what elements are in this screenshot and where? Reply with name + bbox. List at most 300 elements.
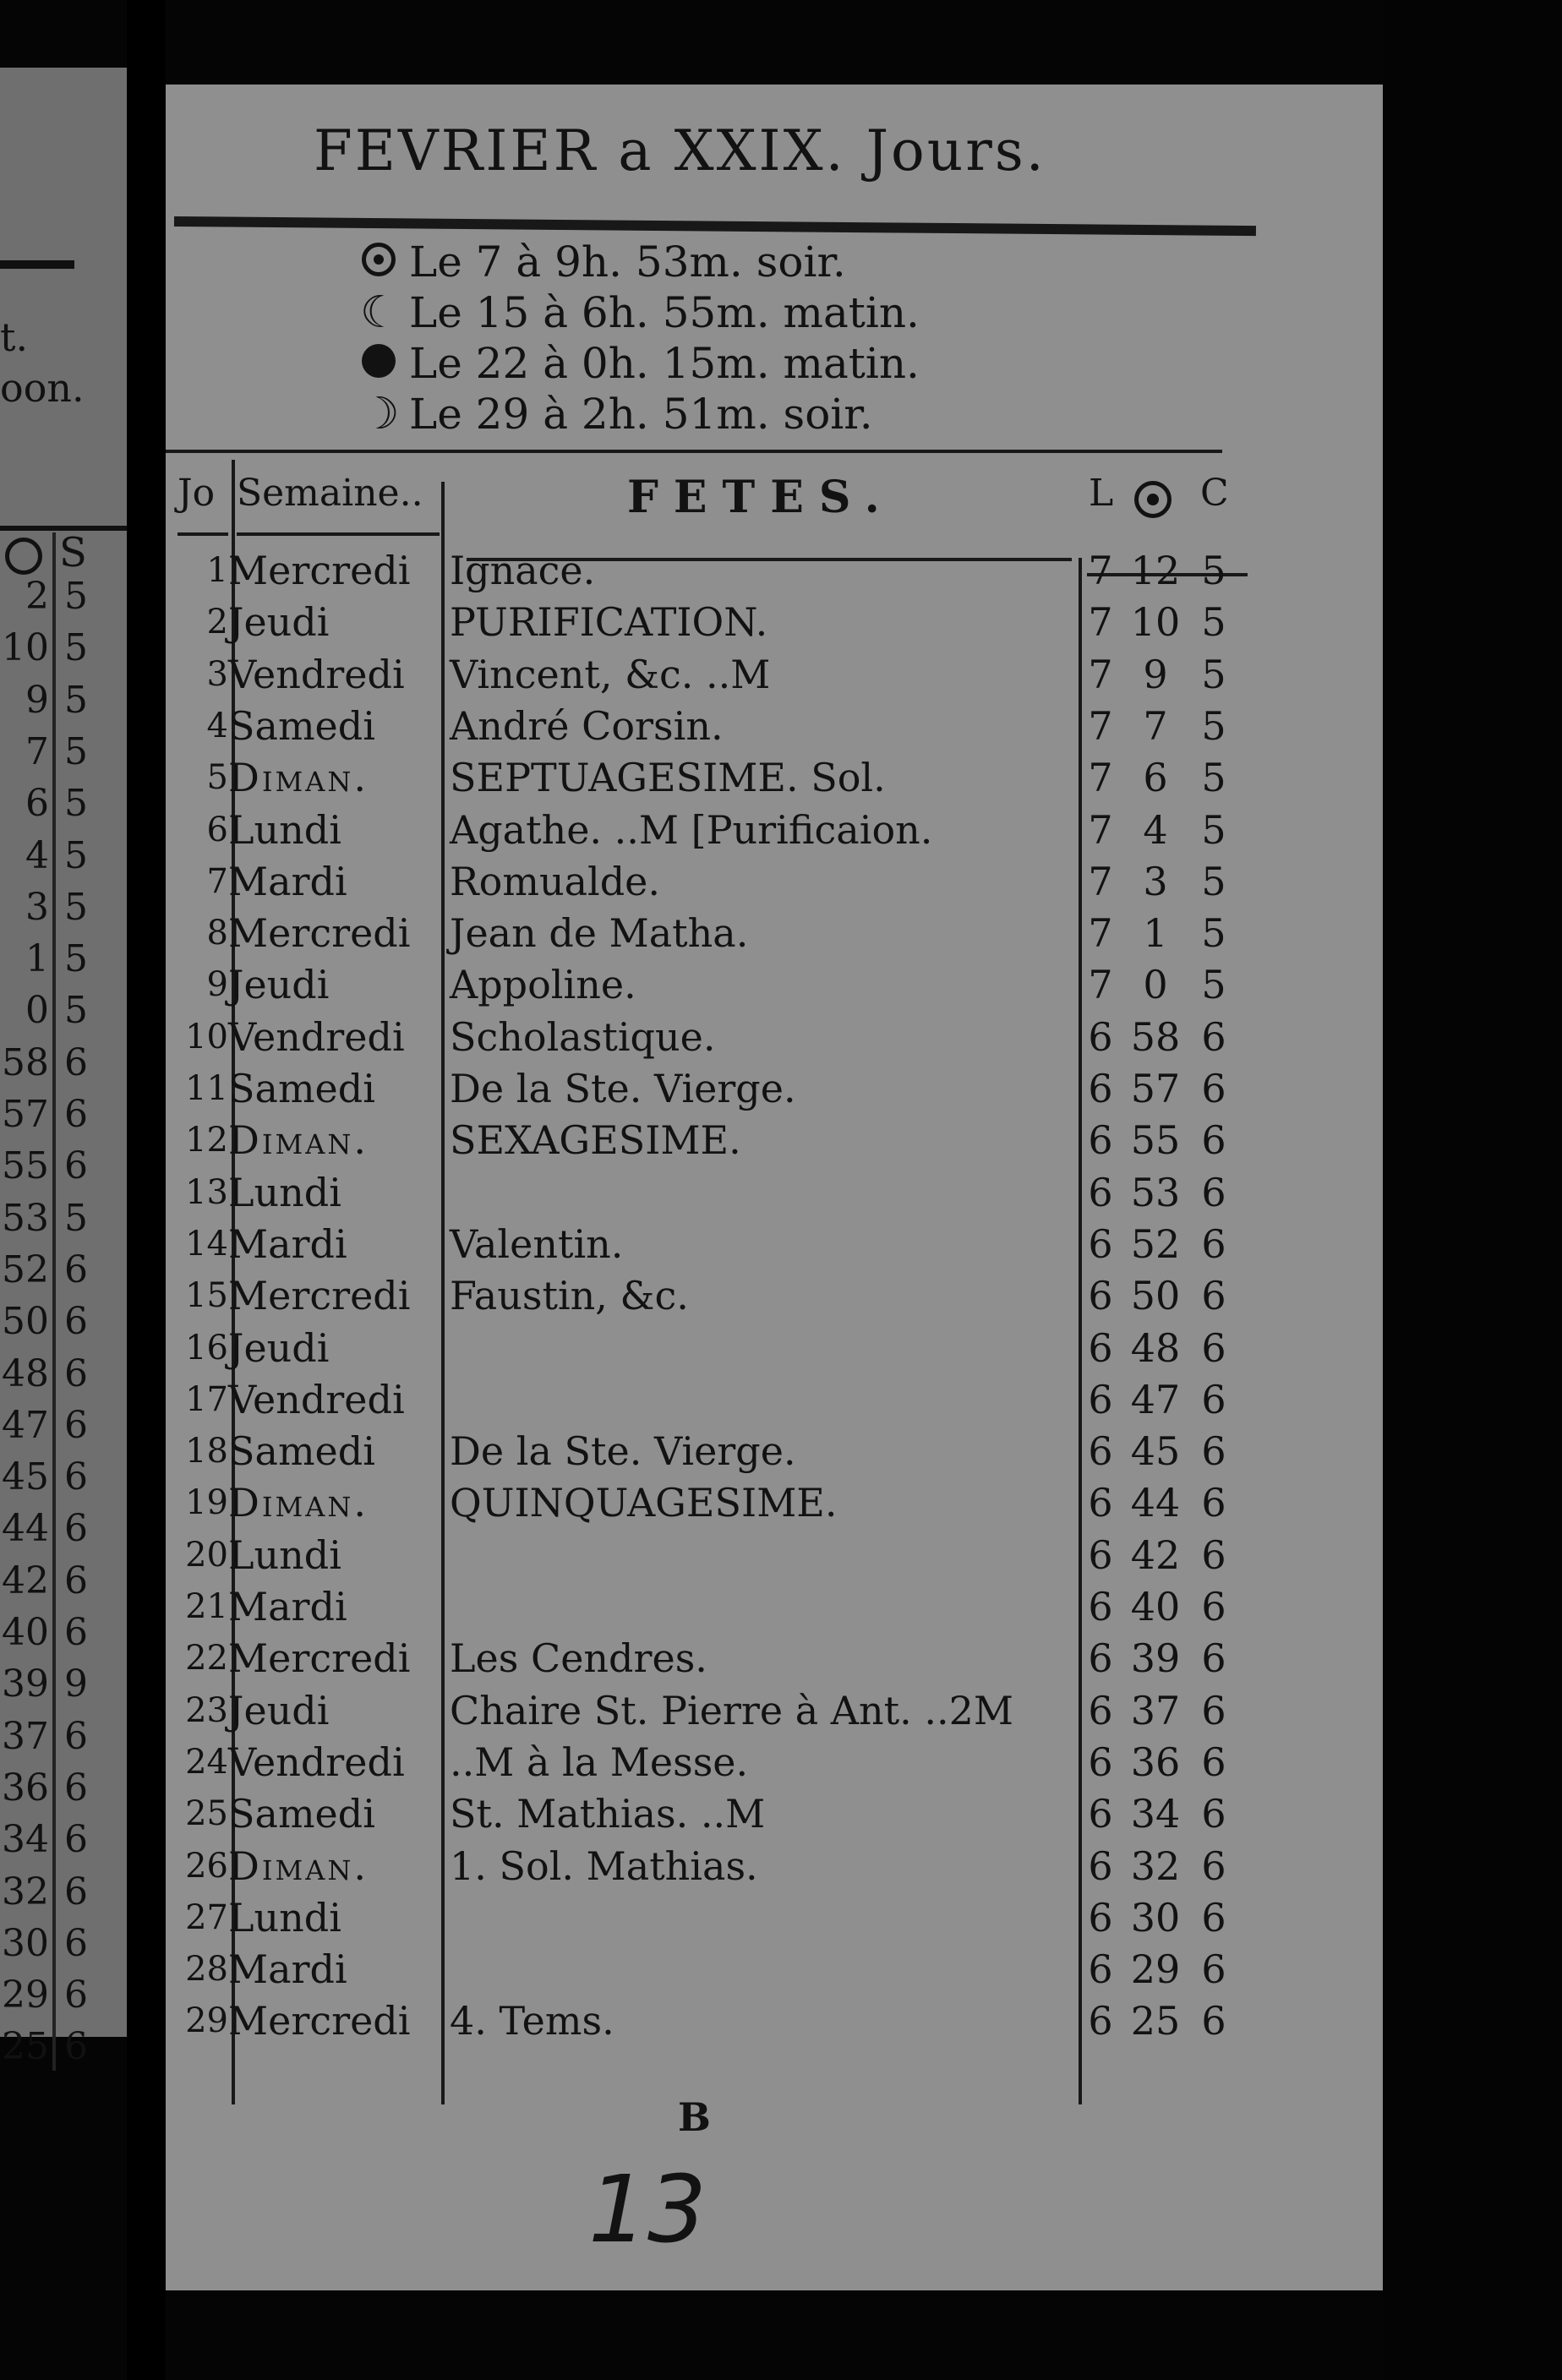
previous-page-cell: 39: [2, 1662, 49, 1706]
previous-page-text: t.: [0, 314, 29, 360]
sunrise-minute: 3: [1143, 858, 1168, 904]
table-row: [166, 652, 1383, 703]
feast: Romualde.: [450, 858, 661, 904]
moon-phase-text: Le 15 à 6h. 55m. matin.: [409, 288, 920, 337]
sunrise-hour: 6: [1088, 1584, 1113, 1629]
sunset-hour: 5: [1201, 910, 1226, 957]
sunset-hour: 6: [1201, 1946, 1226, 1993]
previous-page-cell: 57: [2, 1093, 49, 1136]
day-number: 29: [185, 2001, 228, 2041]
weekday: Jeudi: [228, 962, 330, 1008]
sunrise-minute: 55: [1130, 1117, 1181, 1164]
header-underline: [237, 532, 440, 536]
feast: Scholastique.: [450, 1013, 716, 1060]
column-header-fetes: FETES.: [627, 472, 895, 523]
sunset-hour: 5: [1201, 858, 1226, 904]
previous-page-cell: 6: [64, 1455, 88, 1499]
right-margin: [1383, 0, 1562, 2380]
full-moon-icon: [362, 243, 396, 276]
sunrise-minute: 1: [1143, 910, 1168, 957]
sun-icon: [5, 538, 42, 575]
previous-page-cell: 47: [2, 1403, 49, 1447]
moon-phase-last-quarter: [360, 287, 920, 338]
previous-page-cell: 6: [64, 1507, 88, 1551]
table-row: [166, 1066, 1383, 1117]
day-number: 6: [206, 810, 228, 849]
previous-page-cell: 45: [2, 1455, 49, 1499]
previous-page-row: [0, 730, 127, 781]
new-moon-icon: [362, 344, 396, 378]
weekday: Samedi: [228, 1791, 375, 1837]
table-row: [166, 1843, 1383, 1895]
sunset-hour: 6: [1201, 1324, 1226, 1371]
sunset-hour: 5: [1201, 806, 1226, 853]
sunrise-hour: 7: [1088, 702, 1113, 749]
day-number: 5: [206, 758, 228, 798]
previous-page-cell: 58: [2, 1040, 49, 1084]
sunset-hour: 6: [1201, 1584, 1226, 1629]
previous-page-cell: 7: [25, 729, 49, 773]
moon-phase-text: Le 29 à 2h. 51m. soir.: [409, 390, 873, 439]
sunset-hour: 6: [1201, 1531, 1226, 1578]
day-number: 28: [185, 1950, 228, 1990]
previous-page-fragment: [0, 68, 127, 2069]
previous-page-row: [0, 1197, 127, 1247]
day-number: 22: [185, 1639, 228, 1679]
weekday: Vendredi: [228, 1739, 405, 1785]
previous-page-cell: 55: [2, 1144, 49, 1188]
previous-page-cell: 6: [64, 1714, 88, 1758]
previous-page-cell: 0: [25, 989, 49, 1033]
previous-page-row: [0, 886, 127, 936]
table-row: [166, 859, 1383, 910]
previous-page-cell: 6: [25, 782, 49, 826]
sunrise-minute: 7: [1143, 702, 1168, 749]
moon-phases: [360, 237, 920, 439]
sunset-hour: 6: [1201, 1998, 1226, 2044]
previous-page-cell: 6: [64, 1403, 88, 1447]
previous-page-cell: 6: [64, 1093, 88, 1136]
sunrise-hour: 7: [1088, 599, 1113, 646]
previous-page-cell: 6: [64, 2025, 88, 2069]
day-number: 19: [185, 1483, 228, 1523]
sunrise-minute: 30: [1130, 1894, 1181, 1941]
sunrise-minute: 53: [1130, 1169, 1181, 1215]
day-number: 16: [185, 1328, 228, 1367]
sunrise-hour: 6: [1088, 1842, 1113, 1889]
weekday: Samedi: [228, 1428, 375, 1475]
weekday: Lundi: [228, 1894, 341, 1941]
previous-page-row: [0, 1715, 127, 1766]
previous-page-cell: 37: [2, 1714, 49, 1758]
weekday: Lundi: [228, 806, 341, 853]
feast: PURIFICATION.: [450, 599, 768, 646]
feast: De la Ste. Vierge.: [450, 1428, 796, 1475]
book-gutter: [127, 0, 166, 2380]
sunset-hour: 6: [1201, 1687, 1226, 1733]
sunrise-minute: 4: [1143, 806, 1168, 853]
sunrise-minute: 0: [1143, 962, 1168, 1008]
previous-page-cell: 5: [64, 729, 88, 773]
day-number: 11: [185, 1069, 228, 1108]
previous-page-row: [0, 1144, 127, 1195]
previous-page-row: [0, 1870, 127, 1921]
previous-page-cell: 3: [25, 885, 49, 929]
weekday: Mercredi: [228, 1635, 411, 1682]
sunrise-minute: 37: [1130, 1687, 1181, 1733]
sunrise-hour: 6: [1088, 1531, 1113, 1578]
previous-page-row: [0, 1818, 127, 1869]
day-number: 26: [185, 1846, 228, 1886]
table-row: [166, 755, 1383, 806]
weekday: Mercredi: [228, 548, 411, 593]
sunrise-hour: 7: [1088, 858, 1113, 904]
previous-page-cell: 6: [64, 1247, 88, 1291]
sunrise-minute: 58: [1130, 1013, 1181, 1060]
sunset-hour: 6: [1201, 1066, 1226, 1111]
previous-page-cell: 53: [2, 1196, 49, 1240]
weekday: Lundi: [228, 1531, 341, 1578]
sunrise-minute: 45: [1130, 1428, 1181, 1475]
table-row: [166, 807, 1383, 859]
moon-phase-text: Le 22 à 0h. 15m. matin.: [409, 339, 920, 388]
sunrise-minute: 57: [1130, 1066, 1181, 1111]
previous-page-cell: 25: [2, 2025, 49, 2069]
sunset-hour: 5: [1201, 548, 1226, 593]
column-header-sun: [1134, 475, 1172, 518]
feast: André Corsin.: [450, 702, 724, 749]
table-row: [166, 1221, 1383, 1273]
signature-mark: B: [678, 2094, 711, 2140]
previous-page-cell: 6: [64, 1300, 88, 1344]
table-row: [166, 1117, 1383, 1169]
header-underline: [178, 532, 228, 536]
feast: Les Cendres.: [450, 1635, 707, 1682]
sunset-hour: 6: [1201, 1739, 1226, 1785]
sunrise-minute: 9: [1143, 651, 1168, 697]
table-row: [166, 1688, 1383, 1739]
sun-icon: [1134, 481, 1172, 518]
sunset-hour: 6: [1201, 1220, 1226, 1267]
weekday: Mardi: [228, 1946, 347, 1993]
moon-phase-text: Le 7 à 9h. 53m. soir.: [409, 237, 846, 287]
previous-page-cell: 50: [2, 1300, 49, 1344]
previous-page-cell: 9: [64, 1662, 88, 1706]
previous-page-row: [0, 679, 127, 729]
sunrise-hour: 6: [1088, 1117, 1113, 1164]
last-quarter-icon: ☾: [360, 287, 400, 338]
previous-page-cell: 5: [64, 885, 88, 929]
sunset-hour: 6: [1201, 1842, 1226, 1889]
sunrise-hour: 6: [1088, 1480, 1113, 1526]
header-rule: [166, 450, 1222, 453]
moon-phase-first-quarter: [360, 389, 920, 439]
weekday: Mardi: [228, 1584, 347, 1629]
weekday: Mardi: [228, 1220, 347, 1267]
previous-page-row: [0, 1922, 127, 1973]
sunset-hour: 6: [1201, 1117, 1226, 1164]
day-number: 14: [185, 1224, 228, 1264]
previous-page-cell: 6: [64, 1870, 88, 1913]
table-row: [166, 1480, 1383, 1531]
previous-page-row: [0, 1559, 127, 1610]
sunset-hour: 5: [1201, 702, 1226, 749]
day-number: 7: [206, 861, 228, 901]
sunset-hour: 6: [1201, 1480, 1226, 1526]
sunrise-hour: 6: [1088, 1066, 1113, 1111]
sunrise-minute: 29: [1130, 1946, 1181, 1993]
sunrise-minute: 12: [1130, 548, 1181, 593]
sunrise-hour: 6: [1088, 1013, 1113, 1060]
previous-page-row: [0, 834, 127, 885]
weekday: Mardi: [228, 858, 347, 904]
previous-page-row: [0, 626, 127, 677]
previous-page-cell: 6: [64, 1921, 88, 1965]
title-rule: [174, 216, 1256, 236]
feast: SEPTUAGESIME. Sol.: [450, 755, 886, 801]
day-number: 25: [185, 1794, 228, 1834]
previous-page-cell: 30: [2, 1921, 49, 1965]
day-number: 3: [206, 654, 228, 694]
day-number: 24: [185, 1742, 228, 1782]
sunrise-minute: 52: [1130, 1220, 1181, 1267]
previous-page-cell: 6: [64, 1144, 88, 1188]
sunrise-minute: 44: [1130, 1480, 1181, 1526]
sunrise-minute: 32: [1130, 1842, 1181, 1889]
sunrise-hour: 6: [1088, 1894, 1113, 1941]
previous-page-cell: 4: [25, 833, 49, 877]
sunset-hour: 6: [1201, 1169, 1226, 1215]
previous-page-row: [0, 1662, 127, 1713]
previous-page-cell: 42: [2, 1558, 49, 1602]
day-number: 20: [185, 1535, 228, 1575]
sunrise-hour: 6: [1088, 1376, 1113, 1422]
table-row: [166, 1635, 1383, 1687]
weekday: Diman.: [228, 1480, 369, 1526]
previous-page-row: [0, 1300, 127, 1351]
feast: Jean de Matha.: [450, 910, 749, 957]
table-row: [166, 1791, 1383, 1842]
previous-page-cell: 40: [2, 1611, 49, 1654]
table-row: [166, 1170, 1383, 1221]
table-row: [166, 910, 1383, 962]
page-title: FEVRIER a XXIX. Jours.: [314, 118, 1046, 183]
feast: ..M à la Messe.: [450, 1739, 749, 1785]
sunrise-hour: 6: [1088, 1324, 1113, 1371]
weekday: Mercredi: [228, 1273, 411, 1319]
previous-page-row: [0, 1766, 127, 1817]
previous-page-cell: 6: [64, 1818, 88, 1862]
previous-page-cell: 44: [2, 1507, 49, 1551]
sunrise-hour: 7: [1088, 548, 1113, 593]
sunrise-hour: 6: [1088, 1687, 1113, 1733]
previous-page-cell: 6: [64, 1973, 88, 2017]
previous-page-cell: 5: [64, 937, 88, 981]
weekday: Samedi: [228, 1066, 375, 1111]
column-header-c: C: [1200, 472, 1229, 515]
sunrise-hour: 6: [1088, 1791, 1113, 1837]
sunrise-hour: 6: [1088, 1998, 1113, 2044]
weekday: Jeudi: [228, 1324, 330, 1371]
previous-page-column-s: S: [59, 529, 87, 576]
weekday: Jeudi: [228, 599, 330, 646]
previous-page-row: [0, 1973, 127, 2024]
table-row: [166, 1998, 1383, 2050]
previous-page-cell: 52: [2, 1247, 49, 1291]
sunrise-hour: 6: [1088, 1635, 1113, 1682]
weekday: Samedi: [228, 702, 375, 749]
previous-page-cell: 6: [64, 1351, 88, 1395]
weekday: Vendredi: [228, 651, 405, 697]
feast: Valentin.: [450, 1220, 624, 1267]
sunrise-hour: 7: [1088, 755, 1113, 801]
sunset-hour: 5: [1201, 651, 1226, 697]
previous-page-cell: 6: [64, 1558, 88, 1602]
previous-page-row: [0, 782, 127, 832]
sunset-hour: 6: [1201, 1635, 1226, 1682]
previous-page-rule: [0, 260, 74, 269]
day-number: 2: [206, 603, 228, 642]
feast: De la Ste. Vierge.: [450, 1066, 796, 1111]
feast: Vincent, &c. ..M: [450, 651, 771, 697]
previous-page-row: [0, 1248, 127, 1299]
sunset-hour: 5: [1201, 599, 1226, 646]
day-number: 13: [185, 1172, 228, 1212]
sunrise-hour: 6: [1088, 1220, 1113, 1267]
sunrise-minute: 42: [1130, 1531, 1181, 1578]
feast: SEXAGESIME.: [450, 1117, 741, 1164]
table-row: [166, 1377, 1383, 1428]
previous-page-cell: 5: [64, 575, 88, 618]
previous-page-cell: 32: [2, 1870, 49, 1913]
weekday: Vendredi: [228, 1376, 405, 1422]
table-row: [166, 1428, 1383, 1480]
sunrise-hour: 6: [1088, 1946, 1113, 1993]
sunrise-minute: 34: [1130, 1791, 1181, 1837]
feast: St. Mathias. ..M: [450, 1791, 766, 1837]
previous-page-row: [0, 575, 127, 625]
weekday: Mercredi: [228, 1998, 411, 2044]
table-row: [166, 1739, 1383, 1791]
previous-page-cell: 6: [64, 1766, 88, 1810]
feast: 4. Tems.: [450, 1998, 614, 2044]
previous-page-cell: 6: [64, 1040, 88, 1084]
first-quarter-icon: ☽: [360, 389, 400, 439]
previous-page-cell: 5: [64, 989, 88, 1033]
folio-number: 13: [588, 2155, 707, 2263]
sunrise-hour: 6: [1088, 1169, 1113, 1215]
feast: Chaire St. Pierre à Ant. ..2M: [450, 1687, 1013, 1733]
feast: Ignace.: [450, 548, 596, 593]
sunset-hour: 6: [1201, 1428, 1226, 1475]
day-number: 8: [206, 914, 228, 953]
previous-page-row: [0, 1611, 127, 1662]
column-header-day: Jo: [178, 472, 216, 515]
previous-page-cell: 9: [25, 678, 49, 722]
almanac-page: [166, 85, 1383, 2290]
day-number: 9: [206, 965, 228, 1005]
sunrise-hour: 7: [1088, 806, 1113, 853]
sunrise-hour: 6: [1088, 1273, 1113, 1319]
previous-page-cell: 2: [25, 575, 49, 618]
sunrise-minute: 6: [1143, 755, 1168, 801]
moon-phase-full: [360, 237, 920, 287]
sunrise-minute: 48: [1130, 1324, 1181, 1371]
sunrise-hour: 6: [1088, 1739, 1113, 1785]
previous-page-cell: 10: [2, 626, 49, 670]
previous-page-row: [0, 1352, 127, 1403]
previous-page-row: [0, 1455, 127, 1506]
table-row: [166, 548, 1383, 599]
previous-page-cell: 5: [64, 1196, 88, 1240]
sunset-hour: 6: [1201, 1013, 1226, 1060]
previous-page-row: [0, 2025, 127, 2076]
previous-page-row: [0, 1404, 127, 1455]
sunrise-hour: 7: [1088, 910, 1113, 957]
day-number: 23: [185, 1690, 228, 1730]
sunset-hour: 6: [1201, 1376, 1226, 1422]
previous-page-cell: 1: [25, 937, 49, 981]
table-row: [166, 703, 1383, 755]
weekday: Diman.: [228, 755, 369, 801]
previous-page-cell: 5: [64, 678, 88, 722]
previous-page-cell: 36: [2, 1766, 49, 1810]
feast: 1. Sol. Mathias.: [450, 1842, 758, 1889]
day-number: 17: [185, 1379, 228, 1419]
previous-page-row: [0, 937, 127, 988]
feast: Appoline.: [450, 962, 636, 1008]
previous-page-cell: 5: [64, 782, 88, 826]
column-header-l: L: [1089, 472, 1114, 515]
sunrise-minute: 10: [1130, 599, 1181, 646]
day-number: 27: [185, 1897, 228, 1937]
table-row: [166, 962, 1383, 1013]
table-row: [166, 1532, 1383, 1584]
feast: Faustin, &c.: [450, 1273, 689, 1319]
table-row: [166, 1273, 1383, 1324]
table-row: [166, 1946, 1383, 1998]
sunrise-minute: 47: [1130, 1376, 1181, 1422]
sunset-hour: 6: [1201, 1791, 1226, 1837]
day-number: 1: [206, 551, 228, 590]
sunrise-minute: 39: [1130, 1635, 1181, 1682]
table-row: [166, 1014, 1383, 1066]
day-number: 10: [185, 1017, 228, 1056]
sunrise-hour: 6: [1088, 1428, 1113, 1475]
feast: QUINQUAGESIME.: [450, 1480, 838, 1526]
day-number: 18: [185, 1432, 228, 1471]
moon-phase-new: [360, 338, 920, 389]
table-row: [166, 1325, 1383, 1377]
sunset-hour: 5: [1201, 962, 1226, 1008]
previous-page-cell: 6: [64, 1611, 88, 1654]
weekday: Mercredi: [228, 910, 411, 957]
previous-page-row: [0, 1093, 127, 1144]
previous-page-cell: 5: [64, 626, 88, 670]
table-row: [166, 599, 1383, 651]
weekday: Jeudi: [228, 1687, 330, 1733]
previous-page-cell: 34: [2, 1818, 49, 1862]
sunrise-hour: 7: [1088, 651, 1113, 697]
sunset-hour: 6: [1201, 1894, 1226, 1941]
day-number: 12: [185, 1121, 228, 1160]
day-number: 21: [185, 1587, 228, 1626]
table-row: [166, 1584, 1383, 1635]
weekday: Diman.: [228, 1842, 369, 1889]
table-row: [166, 1895, 1383, 1946]
previous-page-cell: 48: [2, 1351, 49, 1395]
sunrise-minute: 25: [1130, 1998, 1181, 2044]
